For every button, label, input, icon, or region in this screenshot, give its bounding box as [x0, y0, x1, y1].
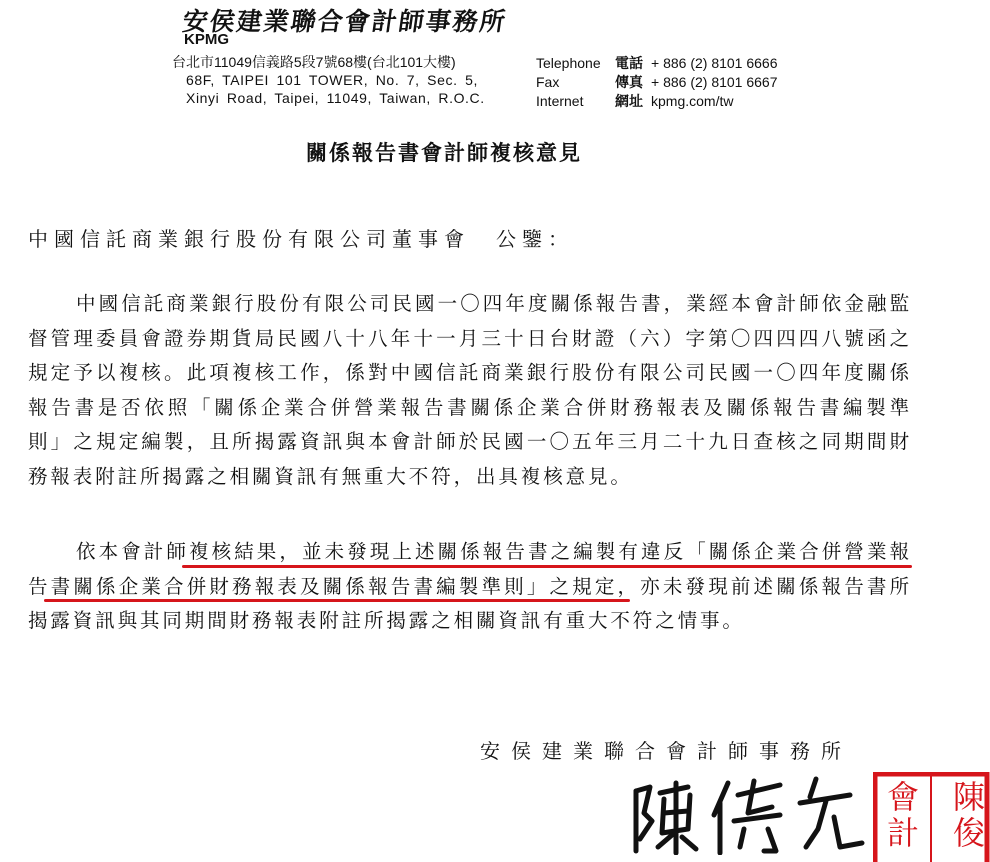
document-title: 關係報告書會計師複核意見	[306, 140, 582, 165]
address-en-line1: 68F, TAIPEI 101 TOWER, No. 7, Sec. 5,	[186, 72, 478, 88]
contact-fax: Fax 傳真 + 886 (2) 8101 6667	[536, 74, 778, 90]
seal-stamp	[873, 772, 990, 862]
highlight-underline-2	[44, 599, 630, 602]
firm-name-script: 安侯建業聯合會計師事務所	[180, 7, 509, 36]
handwritten-signature	[630, 773, 865, 855]
paragraph-2-text: 依本會計師複核結果，並未發現上述關係報告書之編製有違反「關係企業合併營業報告書關係企業合併財務報表及關係報告書編製準則」之規定，亦未發現前述關係報告書所揭露資訊與其同期間財務報表附註所揭露之相關資訊有重大不符之情事。	[28, 540, 912, 632]
seal-char-3: 會	[887, 778, 920, 816]
contact-telephone: Telephone 電話 + 886 (2) 8101 6666	[536, 55, 778, 71]
firm-signature: 安侯建業聯合會計師事務所	[480, 739, 852, 763]
kpmg-brand: KPMG	[184, 31, 229, 48]
contact-block	[536, 54, 778, 111]
paragraph-review-scope	[28, 287, 912, 494]
address-en-line2: Xinyi Road, Taipei, 11049, Taiwan, R.O.C.	[186, 90, 485, 106]
paragraph-review-result	[28, 535, 912, 639]
seal-char-4: 計	[887, 814, 920, 852]
paragraph-1-text: 中國信託商業銀行股份有限公司民國一〇四年度關係報告書，業經本會計師依金融監督管理委員會證券期貨局民國八十八年十一月三十日台財證（六）字第〇四四四八號函之規定予以複核。此項複核工作，係對中國信託商業銀行股份有限公司民國一〇四年度關係報告書是否依照「關係企業合併營業報告書關係企業合併財務報表及關係報告書編製準則」之規定編製，且所揭露資訊與本會計師於民國一〇五年三月二十九日查核之同期間財務報表附註所揭露之相關資訊有無重大不符，出具複核意見。	[28, 292, 912, 488]
address-block	[172, 53, 485, 107]
seal-char-1: 陳	[953, 778, 986, 816]
seal-char-2: 俊	[953, 814, 986, 852]
salutation: 中國信託商業銀行股份有限公司董事會 公鑒：	[28, 227, 574, 251]
highlight-underline-1	[182, 565, 912, 568]
contact-internet: Internet 網址 kpmg.com/tw	[536, 93, 734, 109]
address-zh: 台北市11049信義路5段7號68樓(台北101大樓)	[172, 54, 456, 70]
